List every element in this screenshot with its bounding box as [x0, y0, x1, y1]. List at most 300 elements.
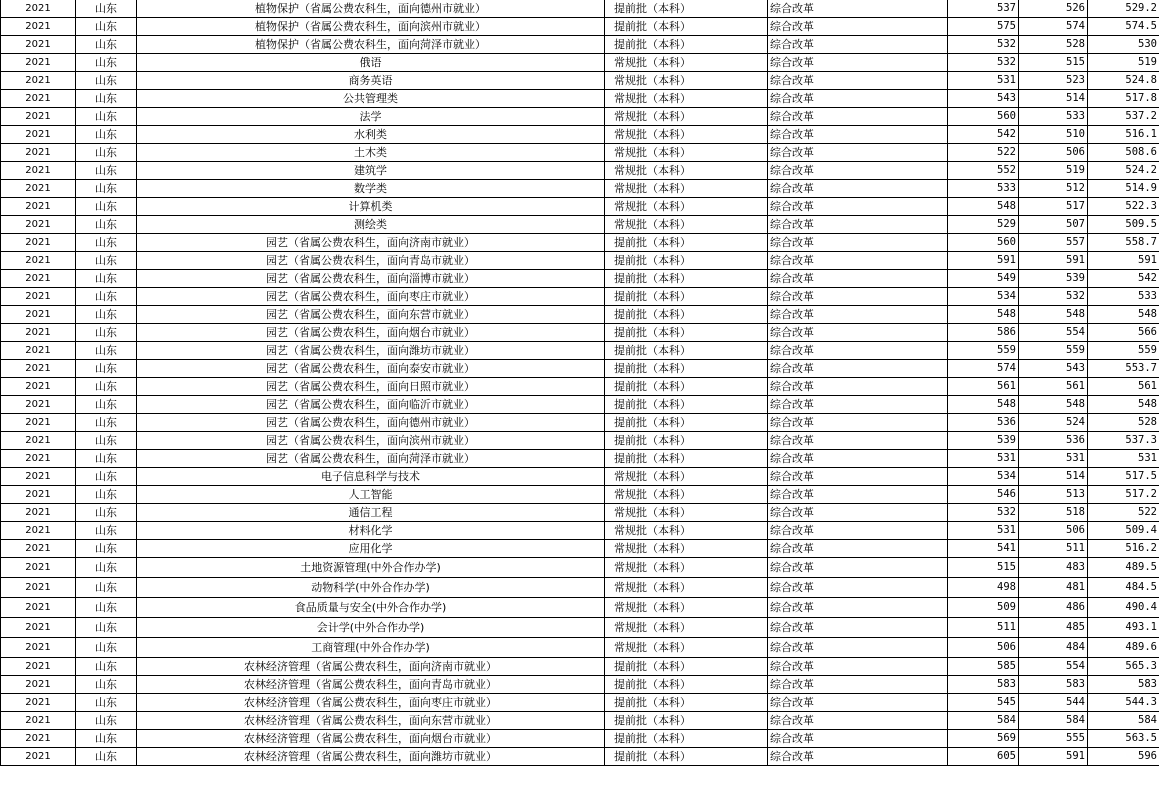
province-cell: 山东	[76, 288, 137, 306]
avg-score-cell: 489.5	[1088, 558, 1159, 578]
province-cell: 山东	[76, 468, 137, 486]
major-cell: 会计学(中外合作办学)	[137, 618, 605, 638]
batch-cell: 提前批（本科）	[605, 414, 768, 432]
subject-type-cell: 综合改革	[768, 108, 948, 126]
table-row	[1, 450, 1159, 468]
major-cell: 公共管理类	[137, 90, 605, 108]
year-cell: 2021	[1, 108, 76, 126]
subject-type-cell: 综合改革	[768, 540, 948, 558]
province-cell: 山东	[76, 0, 137, 18]
table-row	[1, 108, 1159, 126]
max-score-cell: 522	[948, 144, 1019, 162]
batch-cell: 提前批（本科）	[605, 694, 768, 712]
table-row	[1, 730, 1159, 748]
avg-score-cell: 533	[1088, 288, 1159, 306]
province-cell: 山东	[76, 270, 137, 288]
max-score-cell: 575	[948, 18, 1019, 36]
batch-cell: 提前批（本科）	[605, 18, 768, 36]
year-cell: 2021	[1, 126, 76, 144]
province-cell: 山东	[76, 504, 137, 522]
province-cell: 山东	[76, 396, 137, 414]
table-row	[1, 468, 1159, 486]
min-score-cell: 523	[1019, 72, 1088, 90]
max-score-cell: 542	[948, 126, 1019, 144]
province-cell: 山东	[76, 748, 137, 766]
min-score-cell: 554	[1019, 658, 1088, 676]
year-cell: 2021	[1, 658, 76, 676]
batch-cell: 提前批（本科）	[605, 748, 768, 766]
avg-score-cell: 558.7	[1088, 234, 1159, 252]
province-cell: 山东	[76, 578, 137, 598]
avg-score-cell: 522	[1088, 504, 1159, 522]
year-cell: 2021	[1, 748, 76, 766]
max-score-cell: 548	[948, 396, 1019, 414]
max-score-cell: 559	[948, 342, 1019, 360]
subject-type-cell: 综合改革	[768, 216, 948, 234]
year-cell: 2021	[1, 180, 76, 198]
year-cell: 2021	[1, 598, 76, 618]
province-cell: 山东	[76, 638, 137, 658]
min-score-cell: 544	[1019, 694, 1088, 712]
batch-cell: 常规批（本科）	[605, 522, 768, 540]
avg-score-cell: 548	[1088, 396, 1159, 414]
major-cell: 俄语	[137, 54, 605, 72]
table-row	[1, 126, 1159, 144]
major-cell: 法学	[137, 108, 605, 126]
max-score-cell: 506	[948, 638, 1019, 658]
min-score-cell: 510	[1019, 126, 1088, 144]
year-cell: 2021	[1, 342, 76, 360]
province-cell: 山东	[76, 694, 137, 712]
min-score-cell: 507	[1019, 216, 1088, 234]
subject-type-cell: 综合改革	[768, 342, 948, 360]
major-cell: 测绘类	[137, 216, 605, 234]
min-score-cell: 515	[1019, 54, 1088, 72]
province-cell: 山东	[76, 90, 137, 108]
min-score-cell: 484	[1019, 638, 1088, 658]
avg-score-cell: 529.2	[1088, 0, 1159, 18]
province-cell: 山东	[76, 36, 137, 54]
max-score-cell: 549	[948, 270, 1019, 288]
major-cell: 园艺（省属公费农科生，面向东营市就业）	[137, 306, 605, 324]
year-cell: 2021	[1, 72, 76, 90]
table-row	[1, 342, 1159, 360]
major-cell: 园艺（省属公费农科生，面向临沂市就业）	[137, 396, 605, 414]
max-score-cell: 531	[948, 72, 1019, 90]
batch-cell: 提前批（本科）	[605, 450, 768, 468]
table-row	[1, 676, 1159, 694]
avg-score-cell: 583	[1088, 676, 1159, 694]
avg-score-cell: 591	[1088, 252, 1159, 270]
max-score-cell: 509	[948, 598, 1019, 618]
subject-type-cell: 综合改革	[768, 162, 948, 180]
batch-cell: 常规批（本科）	[605, 108, 768, 126]
min-score-cell: 536	[1019, 432, 1088, 450]
batch-cell: 常规批（本科）	[605, 578, 768, 598]
min-score-cell: 513	[1019, 486, 1088, 504]
year-cell: 2021	[1, 450, 76, 468]
province-cell: 山东	[76, 558, 137, 578]
batch-cell: 提前批（本科）	[605, 306, 768, 324]
min-score-cell: 481	[1019, 578, 1088, 598]
table-row	[1, 288, 1159, 306]
year-cell: 2021	[1, 18, 76, 36]
year-cell: 2021	[1, 638, 76, 658]
max-score-cell: 574	[948, 360, 1019, 378]
major-cell: 植物保护（省属公费农科生，面向菏泽市就业）	[137, 36, 605, 54]
subject-type-cell: 综合改革	[768, 730, 948, 748]
subject-type-cell: 综合改革	[768, 618, 948, 638]
max-score-cell: 532	[948, 54, 1019, 72]
min-score-cell: 526	[1019, 0, 1088, 18]
avg-score-cell: 531	[1088, 450, 1159, 468]
province-cell: 山东	[76, 540, 137, 558]
major-cell: 植物保护（省属公费农科生，面向滨州市就业）	[137, 18, 605, 36]
max-score-cell: 546	[948, 486, 1019, 504]
table-row	[1, 180, 1159, 198]
table-row	[1, 162, 1159, 180]
batch-cell: 提前批（本科）	[605, 288, 768, 306]
batch-cell: 常规批（本科）	[605, 216, 768, 234]
province-cell: 山东	[76, 450, 137, 468]
major-cell: 园艺（省属公费农科生，面向德州市就业）	[137, 414, 605, 432]
province-cell: 山东	[76, 342, 137, 360]
subject-type-cell: 综合改革	[768, 360, 948, 378]
major-cell: 农林经济管理（省属公费农科生，面向东营市就业）	[137, 712, 605, 730]
avg-score-cell: 524.2	[1088, 162, 1159, 180]
year-cell: 2021	[1, 540, 76, 558]
major-cell: 建筑学	[137, 162, 605, 180]
subject-type-cell: 综合改革	[768, 18, 948, 36]
province-cell: 山东	[76, 618, 137, 638]
max-score-cell: 583	[948, 676, 1019, 694]
year-cell: 2021	[1, 414, 76, 432]
province-cell: 山东	[76, 378, 137, 396]
province-cell: 山东	[76, 324, 137, 342]
major-cell: 通信工程	[137, 504, 605, 522]
max-score-cell: 560	[948, 234, 1019, 252]
avg-score-cell: 548	[1088, 306, 1159, 324]
avg-score-cell: 484.5	[1088, 578, 1159, 598]
max-score-cell: 539	[948, 432, 1019, 450]
table-row	[1, 18, 1159, 36]
major-cell: 土木类	[137, 144, 605, 162]
table-row	[1, 72, 1159, 90]
min-score-cell: 543	[1019, 360, 1088, 378]
major-cell: 农林经济管理（省属公费农科生，面向枣庄市就业）	[137, 694, 605, 712]
min-score-cell: 486	[1019, 598, 1088, 618]
year-cell: 2021	[1, 730, 76, 748]
major-cell: 农林经济管理（省属公费农科生，面向济南市就业）	[137, 658, 605, 676]
max-score-cell: 585	[948, 658, 1019, 676]
subject-type-cell: 综合改革	[768, 90, 948, 108]
avg-score-cell: 565.3	[1088, 658, 1159, 676]
table-row	[1, 234, 1159, 252]
major-cell: 计算机类	[137, 198, 605, 216]
avg-score-cell: 509.4	[1088, 522, 1159, 540]
province-cell: 山东	[76, 108, 137, 126]
major-cell: 园艺（省属公费农科生，面向泰安市就业）	[137, 360, 605, 378]
year-cell: 2021	[1, 486, 76, 504]
batch-cell: 常规批（本科）	[605, 618, 768, 638]
max-score-cell: 548	[948, 306, 1019, 324]
min-score-cell: 548	[1019, 306, 1088, 324]
year-cell: 2021	[1, 378, 76, 396]
max-score-cell: 605	[948, 748, 1019, 766]
year-cell: 2021	[1, 712, 76, 730]
table-row	[1, 618, 1159, 638]
table-row	[1, 598, 1159, 618]
province-cell: 山东	[76, 144, 137, 162]
max-score-cell: 498	[948, 578, 1019, 598]
min-score-cell: 533	[1019, 108, 1088, 126]
max-score-cell: 511	[948, 618, 1019, 638]
major-cell: 园艺（省属公费农科生，面向烟台市就业）	[137, 324, 605, 342]
year-cell: 2021	[1, 558, 76, 578]
table-row	[1, 578, 1159, 598]
avg-score-cell: 566	[1088, 324, 1159, 342]
major-cell: 土地资源管理(中外合作办学)	[137, 558, 605, 578]
province-cell: 山东	[76, 162, 137, 180]
min-score-cell: 532	[1019, 288, 1088, 306]
batch-cell: 常规批（本科）	[605, 54, 768, 72]
table-row	[1, 306, 1159, 324]
subject-type-cell: 综合改革	[768, 748, 948, 766]
avg-score-cell: 508.6	[1088, 144, 1159, 162]
year-cell: 2021	[1, 396, 76, 414]
batch-cell: 常规批（本科）	[605, 162, 768, 180]
table-row	[1, 324, 1159, 342]
batch-cell: 常规批（本科）	[605, 558, 768, 578]
min-score-cell: 511	[1019, 540, 1088, 558]
batch-cell: 常规批（本科）	[605, 180, 768, 198]
province-cell: 山东	[76, 658, 137, 676]
major-cell: 园艺（省属公费农科生，面向枣庄市就业）	[137, 288, 605, 306]
avg-score-cell: 509.5	[1088, 216, 1159, 234]
min-score-cell: 591	[1019, 252, 1088, 270]
batch-cell: 提前批（本科）	[605, 324, 768, 342]
avg-score-cell: 490.4	[1088, 598, 1159, 618]
year-cell: 2021	[1, 216, 76, 234]
avg-score-cell: 563.5	[1088, 730, 1159, 748]
subject-type-cell: 综合改革	[768, 504, 948, 522]
subject-type-cell: 综合改革	[768, 694, 948, 712]
batch-cell: 常规批（本科）	[605, 540, 768, 558]
batch-cell: 常规批（本科）	[605, 638, 768, 658]
subject-type-cell: 综合改革	[768, 36, 948, 54]
batch-cell: 常规批（本科）	[605, 90, 768, 108]
max-score-cell: 515	[948, 558, 1019, 578]
subject-type-cell: 综合改革	[768, 54, 948, 72]
year-cell: 2021	[1, 0, 76, 18]
table-row	[1, 54, 1159, 72]
avg-score-cell: 524.8	[1088, 72, 1159, 90]
major-cell: 园艺（省属公费农科生，面向济南市就业）	[137, 234, 605, 252]
min-score-cell: 506	[1019, 522, 1088, 540]
table-row	[1, 712, 1159, 730]
subject-type-cell: 综合改革	[768, 558, 948, 578]
min-score-cell: 548	[1019, 396, 1088, 414]
subject-type-cell: 综合改革	[768, 638, 948, 658]
max-score-cell: 561	[948, 378, 1019, 396]
table-row	[1, 36, 1159, 54]
batch-cell: 提前批（本科）	[605, 270, 768, 288]
max-score-cell: 586	[948, 324, 1019, 342]
province-cell: 山东	[76, 676, 137, 694]
major-cell: 人工智能	[137, 486, 605, 504]
min-score-cell: 485	[1019, 618, 1088, 638]
avg-score-cell: 528	[1088, 414, 1159, 432]
max-score-cell: 545	[948, 694, 1019, 712]
subject-type-cell: 综合改革	[768, 306, 948, 324]
max-score-cell: 591	[948, 252, 1019, 270]
subject-type-cell: 综合改革	[768, 144, 948, 162]
max-score-cell: 569	[948, 730, 1019, 748]
table-row	[1, 216, 1159, 234]
major-cell: 园艺（省属公费农科生，面向滨州市就业）	[137, 432, 605, 450]
year-cell: 2021	[1, 54, 76, 72]
year-cell: 2021	[1, 522, 76, 540]
min-score-cell: 591	[1019, 748, 1088, 766]
max-score-cell: 531	[948, 450, 1019, 468]
batch-cell: 常规批（本科）	[605, 198, 768, 216]
max-score-cell: 537	[948, 0, 1019, 18]
avg-score-cell: 517.8	[1088, 90, 1159, 108]
subject-type-cell: 综合改革	[768, 414, 948, 432]
province-cell: 山东	[76, 54, 137, 72]
table-row	[1, 432, 1159, 450]
table-row	[1, 638, 1159, 658]
max-score-cell: 536	[948, 414, 1019, 432]
major-cell: 电子信息科学与技术	[137, 468, 605, 486]
max-score-cell: 529	[948, 216, 1019, 234]
province-cell: 山东	[76, 486, 137, 504]
province-cell: 山东	[76, 180, 137, 198]
year-cell: 2021	[1, 432, 76, 450]
major-cell: 工商管理(中外合作办学)	[137, 638, 605, 658]
min-score-cell: 514	[1019, 468, 1088, 486]
table-row	[1, 360, 1159, 378]
min-score-cell: 557	[1019, 234, 1088, 252]
subject-type-cell: 综合改革	[768, 712, 948, 730]
province-cell: 山东	[76, 432, 137, 450]
table-row	[1, 198, 1159, 216]
batch-cell: 提前批（本科）	[605, 0, 768, 18]
table-row	[1, 396, 1159, 414]
subject-type-cell: 综合改革	[768, 180, 948, 198]
avg-score-cell: 516.2	[1088, 540, 1159, 558]
min-score-cell: 528	[1019, 36, 1088, 54]
year-cell: 2021	[1, 198, 76, 216]
table-row	[1, 658, 1159, 676]
subject-type-cell: 综合改革	[768, 486, 948, 504]
avg-score-cell: 537.2	[1088, 108, 1159, 126]
avg-score-cell: 561	[1088, 378, 1159, 396]
province-cell: 山东	[76, 234, 137, 252]
max-score-cell: 532	[948, 504, 1019, 522]
min-score-cell: 584	[1019, 712, 1088, 730]
major-cell: 应用化学	[137, 540, 605, 558]
subject-type-cell: 综合改革	[768, 288, 948, 306]
avg-score-cell: 542	[1088, 270, 1159, 288]
province-cell: 山东	[76, 252, 137, 270]
table-row	[1, 558, 1159, 578]
batch-cell: 提前批（本科）	[605, 342, 768, 360]
min-score-cell: 514	[1019, 90, 1088, 108]
major-cell: 园艺（省属公费农科生，面向菏泽市就业）	[137, 450, 605, 468]
min-score-cell: 517	[1019, 198, 1088, 216]
province-cell: 山东	[76, 216, 137, 234]
year-cell: 2021	[1, 504, 76, 522]
min-score-cell: 518	[1019, 504, 1088, 522]
major-cell: 农林经济管理（省属公费农科生，面向烟台市就业）	[137, 730, 605, 748]
table-row	[1, 748, 1159, 766]
avg-score-cell: 596	[1088, 748, 1159, 766]
major-cell: 数学类	[137, 180, 605, 198]
max-score-cell: 543	[948, 90, 1019, 108]
table-row	[1, 90, 1159, 108]
year-cell: 2021	[1, 694, 76, 712]
table-row	[1, 270, 1159, 288]
batch-cell: 常规批（本科）	[605, 468, 768, 486]
max-score-cell: 584	[948, 712, 1019, 730]
major-cell: 园艺（省属公费农科生，面向日照市就业）	[137, 378, 605, 396]
avg-score-cell: 544.3	[1088, 694, 1159, 712]
avg-score-cell: 519	[1088, 54, 1159, 72]
major-cell: 园艺（省属公费农科生，面向青岛市就业）	[137, 252, 605, 270]
min-score-cell: 531	[1019, 450, 1088, 468]
max-score-cell: 533	[948, 180, 1019, 198]
min-score-cell: 574	[1019, 18, 1088, 36]
min-score-cell: 524	[1019, 414, 1088, 432]
subject-type-cell: 综合改革	[768, 676, 948, 694]
avg-score-cell: 537.3	[1088, 432, 1159, 450]
major-cell: 植物保护（省属公费农科生，面向德州市就业）	[137, 0, 605, 18]
province-cell: 山东	[76, 18, 137, 36]
max-score-cell: 552	[948, 162, 1019, 180]
avg-score-cell: 514.9	[1088, 180, 1159, 198]
table-row	[1, 504, 1159, 522]
avg-score-cell: 584	[1088, 712, 1159, 730]
year-cell: 2021	[1, 288, 76, 306]
batch-cell: 提前批（本科）	[605, 36, 768, 54]
subject-type-cell: 综合改革	[768, 378, 948, 396]
year-cell: 2021	[1, 270, 76, 288]
batch-cell: 常规批（本科）	[605, 504, 768, 522]
batch-cell: 提前批（本科）	[605, 252, 768, 270]
batch-cell: 常规批（本科）	[605, 144, 768, 162]
table-row	[1, 522, 1159, 540]
province-cell: 山东	[76, 126, 137, 144]
min-score-cell: 512	[1019, 180, 1088, 198]
year-cell: 2021	[1, 162, 76, 180]
province-cell: 山东	[76, 598, 137, 618]
province-cell: 山东	[76, 522, 137, 540]
subject-type-cell: 综合改革	[768, 72, 948, 90]
max-score-cell: 560	[948, 108, 1019, 126]
province-cell: 山东	[76, 360, 137, 378]
major-cell: 农林经济管理（省属公费农科生，面向青岛市就业）	[137, 676, 605, 694]
avg-score-cell: 517.2	[1088, 486, 1159, 504]
max-score-cell: 531	[948, 522, 1019, 540]
batch-cell: 常规批（本科）	[605, 486, 768, 504]
batch-cell: 提前批（本科）	[605, 360, 768, 378]
province-cell: 山东	[76, 414, 137, 432]
year-cell: 2021	[1, 90, 76, 108]
batch-cell: 提前批（本科）	[605, 378, 768, 396]
avg-score-cell: 493.1	[1088, 618, 1159, 638]
year-cell: 2021	[1, 234, 76, 252]
